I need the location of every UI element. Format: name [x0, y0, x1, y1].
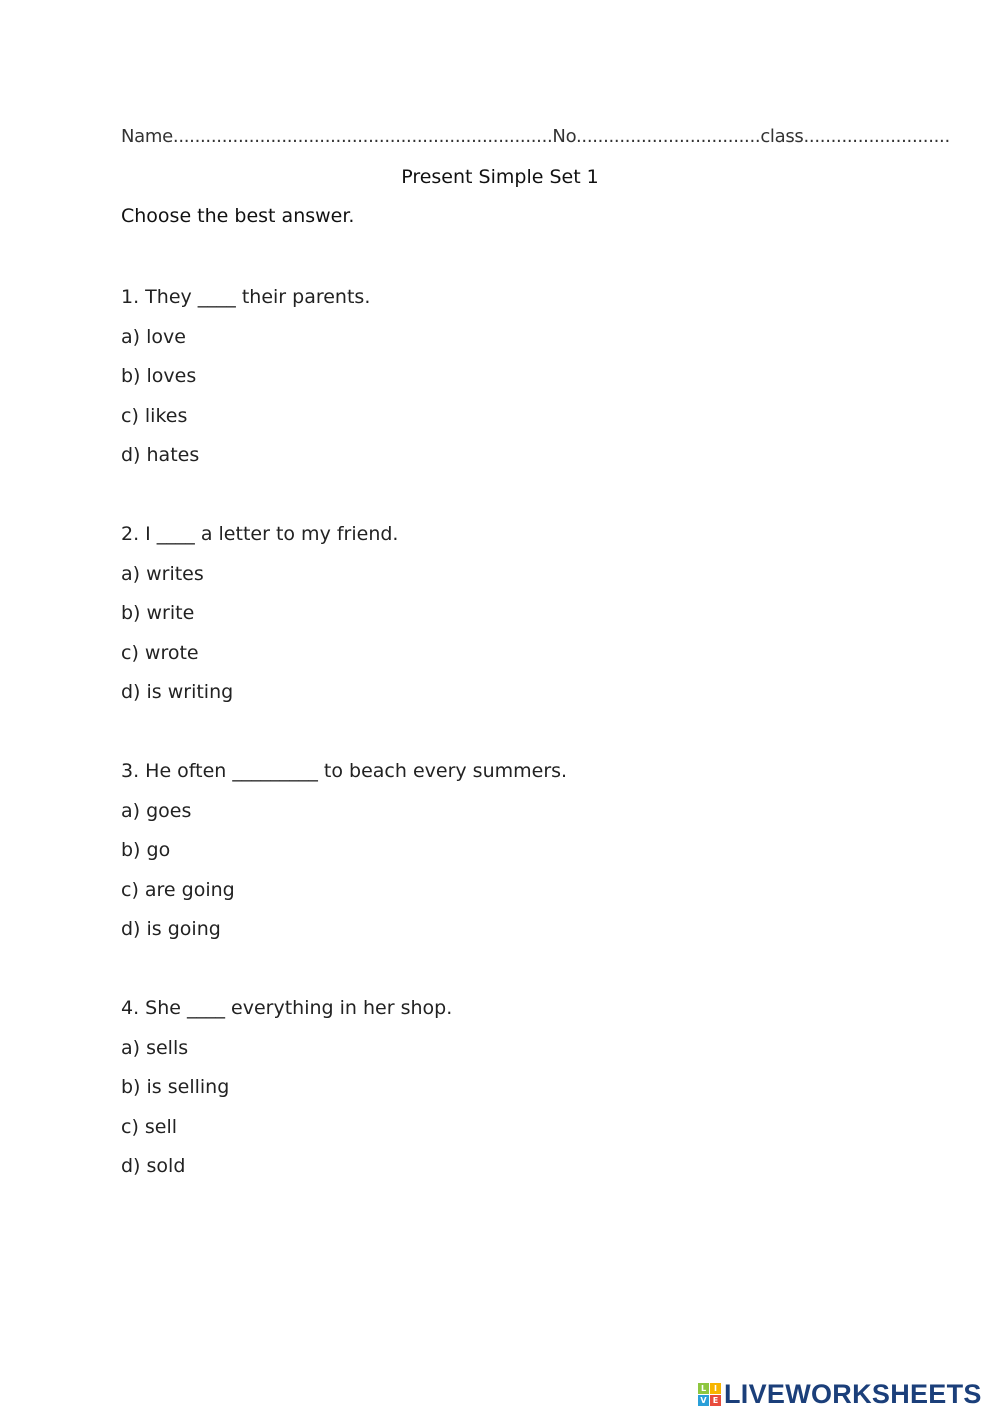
- answer-option[interactable]: c) wrote: [121, 641, 199, 664]
- question-text: 1. They ____ their parents.: [121, 286, 371, 308]
- answer-option[interactable]: b) is selling: [121, 1076, 230, 1098]
- answer-option[interactable]: a) writes: [121, 562, 204, 585]
- answer-option[interactable]: c) likes: [121, 404, 188, 427]
- logo-tile: E: [710, 1395, 721, 1406]
- question-2: [121, 515, 567, 713]
- logo-tile: V: [698, 1395, 709, 1406]
- question-text: 2. I ____ a letter to my friend.: [121, 523, 399, 545]
- question-1: [121, 278, 567, 476]
- question-list: [121, 278, 567, 1226]
- logo-tile: L: [698, 1383, 709, 1394]
- answer-option[interactable]: d) sold: [121, 1155, 186, 1177]
- answer-option[interactable]: c) sell: [121, 1115, 178, 1138]
- question-3: [121, 752, 567, 950]
- answer-option[interactable]: d) hates: [121, 444, 200, 466]
- question-4: [121, 989, 567, 1187]
- answer-option[interactable]: b) loves: [121, 365, 197, 387]
- answer-option[interactable]: b) write: [121, 602, 195, 624]
- question-text: 4. She ____ everything in her shop.: [121, 997, 453, 1019]
- answer-option[interactable]: a) goes: [121, 799, 192, 822]
- logo-text: LIVEWORKSHEETS: [724, 1379, 982, 1409]
- logo-tiles-icon: [698, 1383, 721, 1406]
- logo-tile: I: [710, 1383, 721, 1394]
- answer-option[interactable]: c) are going: [121, 878, 235, 901]
- answer-option[interactable]: d) is writing: [121, 681, 234, 703]
- instructions: Choose the best answer.: [121, 205, 355, 227]
- answer-option[interactable]: a) sells: [121, 1036, 189, 1059]
- question-text: 3. He often _________ to beach every summers.: [121, 760, 568, 782]
- liveworksheets-logo: [698, 1379, 982, 1410]
- answer-option[interactable]: d) is going: [121, 918, 221, 940]
- answer-option[interactable]: b) go: [121, 839, 171, 861]
- answer-option[interactable]: a) love: [121, 325, 186, 348]
- student-info-line: Name......................................................................No..................................class...........................: [121, 126, 950, 147]
- worksheet-title: Present Simple Set 1: [401, 166, 599, 188]
